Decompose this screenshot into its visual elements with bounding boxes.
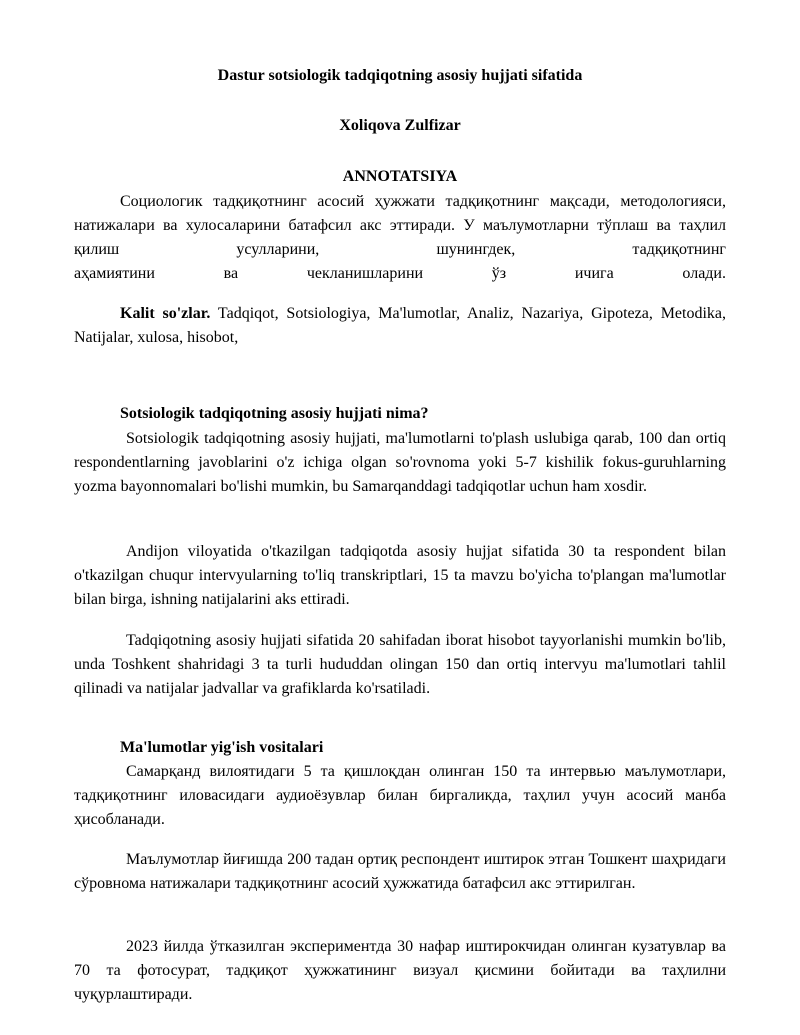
paragraph-main-document-1: Sotsiologik tadqiqotning asosiy hujjati, ma'lumotlarni to'plash uslubiga qarab, 100 dan ortiq respondentlarning javoblarini o'z ichiga olgan so'rovnoma yoki 5-7 kishilik fokus-guruhlarning yozma bayonnomalari bo'lishi mumkin, bu Samarqanddagi tadqiqotlar uchun ham xosdir. (74, 430, 726, 495)
document-author: Xoliqova Zulfizar (339, 117, 461, 134)
annotation-paragraph-last-line: аҳамиятини ва чекланишларини ўз ичига олади. (74, 265, 726, 282)
section-heading-data-collection: Ma'lumotlar yig'ish vositalari (120, 739, 324, 756)
paragraph-main-document-2: Andijon viloyatida o'tkazilgan tadqiqotda asosiy hujjat sifatida 30 ta respondent bilan o'tkazilgan chuqur intervyularning to'liq transkriptlari, 15 ta mavzu bo'yicha to'plangan ma'lumotlar bilan birga, ishning natijalarini aks ettiradi. (74, 543, 726, 608)
keywords-paragraph (74, 302, 726, 350)
section-heading-main-document: Sotsiologik tadqiqotning asosiy hujjati nima? (120, 405, 429, 422)
paragraph-data-collection-3: 2023 йилда ўтказилган экспериментда 30 нафар иштирокчидан олинган кузатувлар ва 70 та фотосурат, тадқиқот ҳужжатининг визуал қисмини бойитади ва таҳлилни чуқурлаштиради. (74, 938, 726, 1003)
paragraph-data-collection-1: Самарқанд вилоятидаги 5 та қишлоқдан олинган 150 та интервью маълумотлари, тадқиқотнинг иловасидаги аудиоёзувлар билан биргаликда, таҳлил учун асосий манба ҳисобланади. (74, 763, 726, 828)
keywords-text: Tadqiqot, Sotsiologiya, Ma'lumotlar, Analiz, Nazariya, Gipoteza, Metodika, Natijalar, xulosa, hisobot, (74, 305, 727, 346)
paragraph-main-document-3: Tadqiqotning asosiy hujjati sifatida 20 sahifadan iborat hisobot tayyorlanishi mumkin bo'lib, unda Toshkent shahridagi 3 ta turli hududdan olingan 150 dan ortiq intervyu ma'lumotlari tahlil qilinadi va natijalar jadvallar va grafiklarda ko'rsatiladi. (74, 632, 726, 697)
annotation-heading: ANNOTATSIYA (342, 168, 458, 185)
keywords-label: Kalit so'zlar. (120, 305, 211, 322)
paragraph-data-collection-2: Маълумотлар йиғишда 200 тадан ортиқ респондент иштирок этган Тошкент шаҳридаги сўровнома натижалари тадқиқотнинг асосий ҳужжатида батафсил акс эттирилган. (74, 851, 726, 892)
annotation-paragraph: Социологик тадқиқотнинг асосий ҳужжати тадқиқотнинг мақсади, методологияси, натижалари ва хулосаларини батафсил акс эттиради. У маълумотларни тўплаш ва таҳлил қилиш усулларини, шунингдек, тадқиқотнинг (74, 193, 726, 258)
document-title: Dastur sotsiologik tadqiqotning asosiy hujjati sifatida (217, 67, 583, 84)
